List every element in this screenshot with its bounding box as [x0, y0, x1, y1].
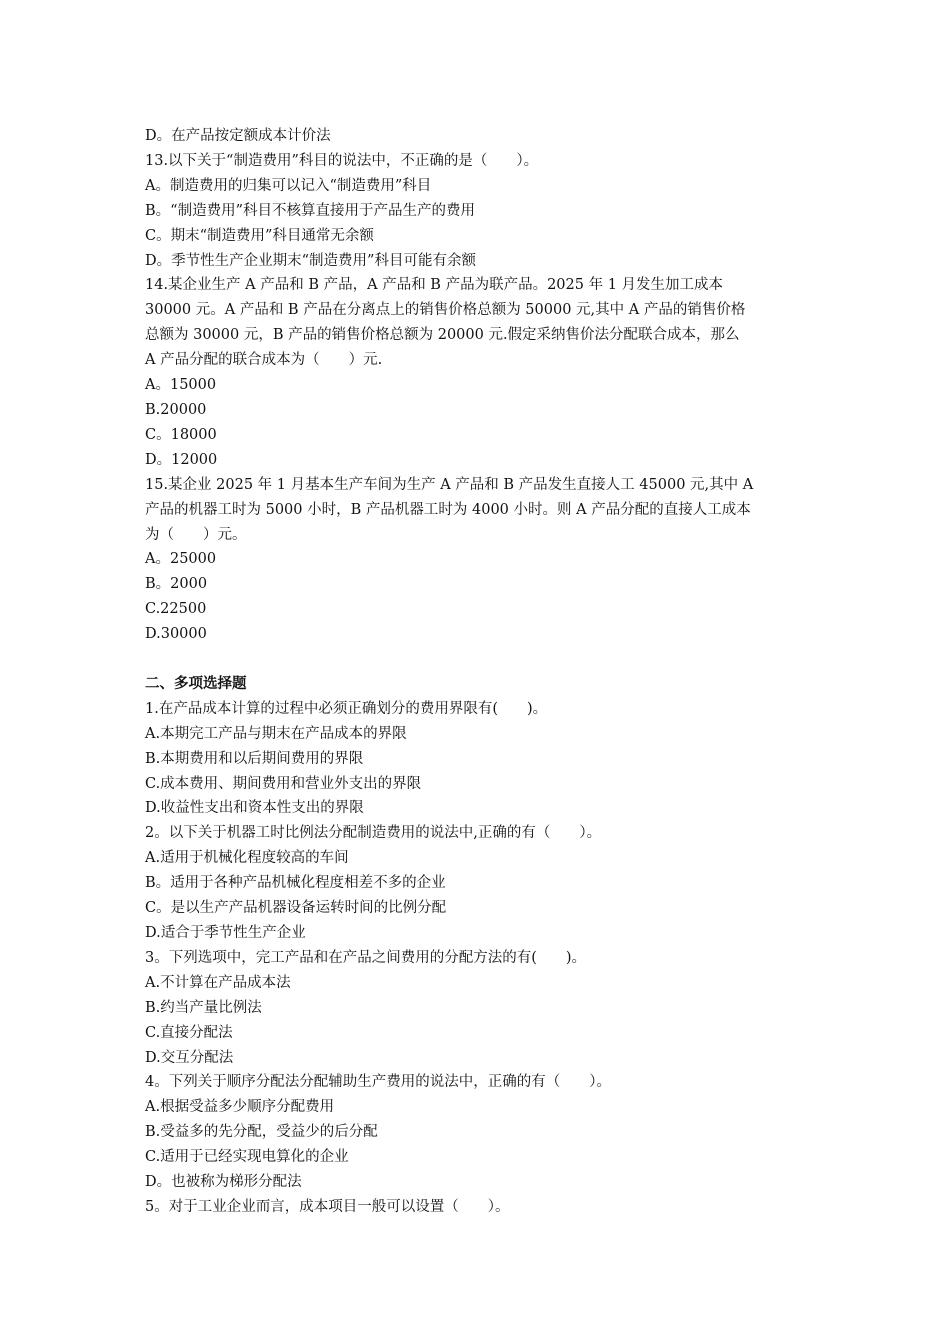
section-heading: 二、多项选择题 [145, 675, 247, 692]
option-line: C。期末“制造费用”科目通常无余额 [145, 227, 374, 244]
question-13: 13.以下关于“制造费用”科目的说法中，不正确的是（ ）。 [145, 152, 539, 169]
option-line: D。季节性生产企业期末“制造费用”科目可能有余额 [145, 252, 476, 269]
question-4: 4。下列关于顺序分配法分配辅助生产费用的说法中，正确的有（ ）。 [145, 1074, 611, 1091]
question-14-cont: 总额为 30000 元，B 产品的销售价格总额为 20000 元.假定采纳售价法分配联合成本，那么 [145, 327, 740, 344]
option-line: C.适用于已经实现电算化的企业 [145, 1149, 349, 1166]
option-line: B.本期费用和以后期间费用的界限 [145, 750, 364, 767]
section-spacer [145, 647, 810, 672]
option-line: A。15000 [145, 377, 217, 394]
option-line: B。2000 [145, 576, 208, 593]
option-line: A.适用于机械化程度较高的车间 [145, 850, 349, 867]
option-line: A。制造费用的归集可以记入“制造费用”科目 [145, 177, 432, 194]
question-3: 3。下列选项中，完工产品和在产品之间费用的分配方法的有( )。 [145, 949, 587, 966]
question-14-cont: A 产品分配的联合成本为（ ）元. [145, 352, 383, 369]
option-line: A.不计算在产品成本法 [145, 974, 291, 991]
option-line: C.成本费用、期间费用和营业外支出的界限 [145, 775, 422, 792]
option-line: A.本期完工产品与期末在产品成本的界限 [145, 725, 407, 742]
document-body [145, 124, 810, 1220]
question-14: 14.某企业生产 A 产品和 B 产品，A 产品和 B 产品为联产品。2025 年 1 月发生加工成本 [145, 277, 724, 294]
option-line: D.30000 [145, 626, 207, 643]
option-line: B.受益多的先分配，受益少的后分配 [145, 1124, 378, 1141]
option-line: C。是以生产产品机器设备运转时间的比例分配 [145, 900, 447, 917]
text-line: D。在产品按定额成本计价法 [145, 128, 331, 144]
option-line: C。18000 [145, 426, 217, 443]
option-line: A。25000 [145, 551, 217, 568]
question-1: 1.在产品成本计算的过程中必须正确划分的费用界限有( )。 [145, 700, 548, 717]
option-line: C.22500 [145, 601, 207, 618]
option-line: A.根据受益多少顺序分配费用 [145, 1099, 335, 1116]
option-line: D.适合于季节性生产企业 [145, 924, 306, 941]
option-line: D.交互分配法 [145, 1049, 234, 1066]
option-line: C.直接分配法 [145, 1024, 233, 1041]
question-15-cont: 产品的机器工时为 5000 小时，B 产品机器工时为 4000 小时。则 A 产品分配的直接人工成本 [145, 501, 751, 518]
option-line: D。12000 [145, 451, 218, 468]
question-15-cont: 为（ ）元。 [145, 526, 247, 543]
option-line: B.约当产量比例法 [145, 999, 262, 1016]
question-15: 15.某企业 2025 年 1 月基本生产车间为生产 A 产品和 B 产品发生直接人工 45000 元,其中 A [145, 476, 754, 493]
option-line: D.收益性支出和资本性支出的界限 [145, 800, 364, 817]
option-line: B。适用于各种产品机械化程度相差不多的企业 [145, 875, 446, 892]
question-14-cont: 30000 元。A 产品和 B 产品在分离点上的销售价格总额为 50000 元,其中 A 产品的销售价格 [145, 302, 746, 319]
option-line: D。也被称为梯形分配法 [145, 1174, 302, 1191]
option-line: B。“制造费用”科目不核算直接用于产品生产的费用 [145, 202, 475, 219]
question-5: 5。对于工业企业而言，成本项目一般可以设置（ ）。 [145, 1198, 510, 1215]
option-line: B.20000 [145, 401, 207, 418]
question-2: 2。以下关于机器工时比例法分配制造费用的说法中,正确的有（ ）。 [145, 825, 602, 842]
